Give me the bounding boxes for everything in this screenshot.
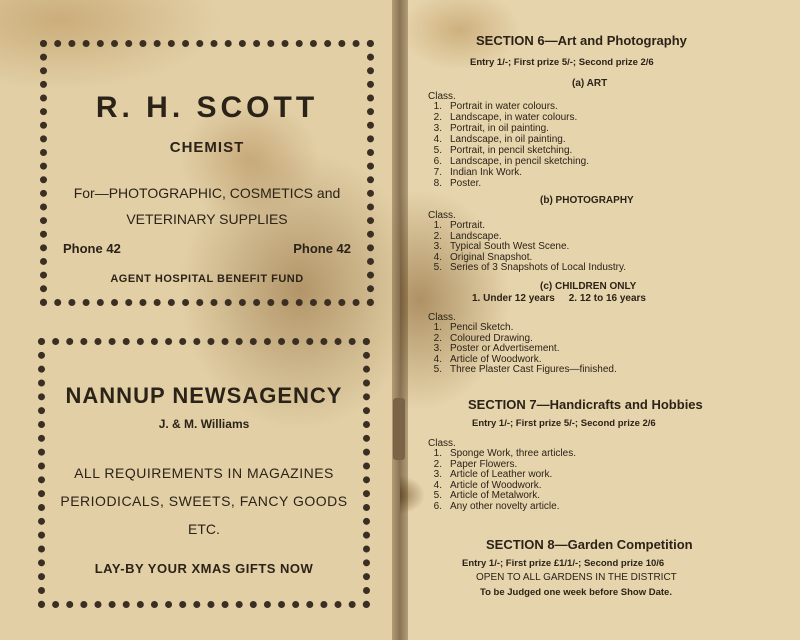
class-item-number: 5.	[433, 364, 442, 375]
section7-class-label: Class.	[428, 438, 456, 449]
children-class-label: Class.	[428, 312, 456, 323]
class-item-number: 4.	[433, 479, 442, 491]
class-item	[420, 241, 569, 252]
newsagency-ad	[38, 338, 370, 608]
class-item-number: 5.	[433, 490, 442, 501]
class-item-text: Article of Woodwork.	[450, 479, 542, 491]
art-heading: (a) ART	[572, 78, 608, 89]
class-item-number: 2.	[433, 230, 442, 242]
class-item-number: 6.	[433, 156, 442, 167]
class-item-number: 5.	[433, 262, 442, 273]
scott-profession: CHEMIST	[169, 139, 245, 156]
newsagency-line1: ALL REQUIREMENTS IN MAGAZINES	[74, 465, 334, 481]
class-item-number: 7.	[433, 167, 442, 178]
section8-title: SECTION 8—Garden Competition	[486, 537, 693, 552]
section6-entry: Entry 1/-; First prize 5/-; Second prize 2/6	[470, 57, 654, 68]
class-item-text: Landscape, in water colours.	[450, 112, 578, 123]
binding-gutter	[392, 0, 408, 640]
scott-supplies-line2: VETERINARY SUPPLIES	[126, 211, 288, 227]
class-item	[420, 101, 558, 112]
class-item-number: 3.	[433, 241, 442, 252]
class-item-number: 1.	[433, 322, 442, 333]
class-item	[420, 343, 560, 354]
scott-phone-right: Phone 42	[293, 241, 351, 256]
class-item	[420, 220, 485, 231]
section8-entry: Entry 1/-; First prize £1/1/-; Second prize 10/6	[462, 558, 665, 569]
class-item-text: Indian Ink Work.	[450, 167, 523, 178]
class-item-number: 1.	[433, 448, 442, 459]
children-ages: 1. Under 12 years 2. 12 to 16 years	[472, 293, 646, 304]
class-item-number: 4.	[433, 251, 442, 263]
newsagency-owners: J. & M. Williams	[158, 417, 250, 431]
class-item	[420, 354, 542, 365]
class-item	[420, 123, 549, 134]
class-item-text: Portrait.	[450, 220, 486, 231]
class-item	[420, 252, 532, 263]
class-item-text: Typical South West Scene.	[450, 241, 570, 252]
class-item-text: Paper Flowers.	[450, 458, 518, 470]
class-item-number: 2.	[433, 332, 442, 344]
section8-open: OPEN TO ALL GARDENS IN THE DISTRICT	[476, 572, 677, 583]
children-heading: (c) CHILDREN ONLY	[540, 281, 637, 292]
scott-chemist-ad	[40, 40, 374, 306]
class-item-text: Article of Woodwork.	[450, 353, 542, 365]
class-item-number: 3.	[433, 123, 442, 134]
newsagency-layby: LAY-BY YOUR XMAS GIFTS NOW	[94, 561, 314, 576]
section7-entry: Entry 1/-; First prize 5/-; Second prize 2/6	[472, 418, 656, 429]
scott-name: R. H. SCOTT	[95, 91, 319, 124]
class-item-text: Three Plaster Cast Figures—finished.	[450, 364, 617, 375]
right-page	[400, 0, 800, 640]
class-item-text: Article of Leather work.	[450, 469, 553, 480]
class-item-number: 5.	[433, 145, 442, 156]
class-item-text: Coloured Drawing.	[450, 332, 533, 344]
class-item-text: Landscape, in oil painting.	[450, 134, 566, 145]
class-item-number: 1.	[433, 220, 442, 231]
newsagency-line2: PERIODICALS, SWEETS, FANCY GOODS	[60, 493, 348, 509]
class-item-text: Portrait in water colours.	[450, 101, 558, 112]
class-item-number: 1.	[433, 101, 442, 112]
class-item	[420, 262, 626, 273]
class-item-text: Landscape.	[450, 230, 502, 242]
class-item	[420, 333, 533, 344]
class-item-text: Original Snapshot.	[450, 251, 533, 263]
class-item-text: Article of Metalwork.	[450, 490, 541, 501]
newsagency-name: NANNUP NEWSAGENCY	[65, 383, 343, 408]
class-item	[420, 231, 502, 242]
class-item-number: 4.	[433, 353, 442, 365]
class-item-text: Portrait, in pencil sketching.	[450, 145, 573, 156]
class-item	[420, 145, 572, 156]
class-item-number: 4.	[433, 134, 442, 145]
class-item	[420, 448, 576, 459]
class-item-text: Series of 3 Snapshots of Local Industry.	[450, 262, 627, 273]
scott-agent: AGENT HOSPITAL BENEFIT FUND	[110, 273, 304, 285]
section6-title: SECTION 6—Art and Photography	[476, 33, 687, 48]
class-item	[420, 469, 552, 480]
art-class-label: Class.	[428, 91, 456, 102]
scott-supplies-line1: For—PHOTOGRAPHIC, COSMETICS and	[73, 185, 341, 201]
staple	[393, 398, 405, 460]
class-item-number: 8.	[433, 178, 442, 189]
photography-class-label: Class.	[428, 210, 456, 221]
class-item-number: 2.	[433, 112, 442, 123]
class-item	[420, 112, 577, 123]
class-item-number: 6.	[433, 500, 442, 512]
class-item-number: 3.	[433, 343, 442, 354]
class-item-number: 2.	[433, 458, 442, 470]
class-item-text: Pencil Sketch.	[450, 322, 514, 333]
class-item	[420, 167, 522, 178]
class-item-text: Poster.	[450, 178, 482, 189]
class-item-text: Landscape, in pencil sketching.	[450, 156, 589, 167]
section8-judged: To be Judged one week before Show Date.	[480, 587, 672, 598]
class-item	[420, 322, 513, 333]
class-item-text: Poster or Advertisement.	[450, 343, 560, 354]
class-item-text: Any other novelty article.	[450, 500, 560, 512]
class-item-number: 3.	[433, 469, 442, 480]
class-item	[420, 364, 617, 375]
newsagency-line3: ETC.	[188, 521, 220, 537]
scott-phone-left: Phone 42	[63, 241, 121, 256]
photography-heading: (b) PHOTOGRAPHY	[540, 195, 634, 206]
class-item	[420, 501, 560, 512]
class-item	[420, 178, 481, 189]
class-item	[420, 459, 517, 470]
class-item-text: Sponge Work, three articles.	[450, 448, 576, 459]
class-item	[420, 480, 542, 491]
class-item	[420, 134, 566, 145]
class-item-text: Portrait, in oil painting.	[450, 123, 549, 134]
section7-title: SECTION 7—Handicrafts and Hobbies	[468, 397, 703, 412]
class-item	[420, 156, 589, 167]
class-item	[420, 490, 540, 501]
